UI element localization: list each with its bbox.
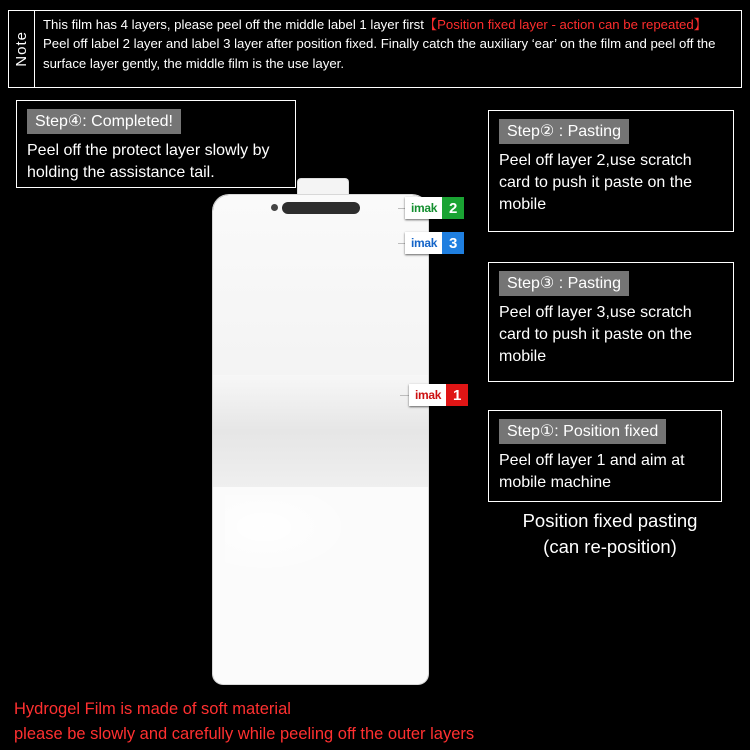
callout-step-2-chip: Step② : Pasting: [499, 119, 629, 144]
note-text: [35, 11, 741, 87]
callout-step-4: [16, 100, 296, 188]
film-sheen: [225, 495, 355, 575]
callout-step-2-body: Peel off layer 2,use scratch card to push it paste on the mobile: [499, 152, 693, 214]
note-bar: [8, 10, 742, 88]
film-middle-layer: [213, 375, 428, 487]
bottom-warning-line1: Hydrogel Film is made of soft material: [14, 700, 291, 718]
position-fixed-note-line1: Position fixed pasting: [522, 510, 698, 531]
film-tab-2-brand: imak: [405, 197, 442, 219]
position-fixed-note: [470, 508, 750, 561]
phone-with-film: [213, 195, 428, 684]
callout-step-2: [488, 110, 734, 232]
note-tab: [9, 11, 35, 87]
earpiece-speaker: [282, 202, 360, 214]
film-tab-3-brand: imak: [405, 232, 442, 254]
film-tab-1-number: 1: [446, 384, 468, 406]
callout-step-4-body: Peel off the protect layer slowly by holding the assistance tail.: [27, 142, 270, 182]
bottom-warning: [14, 697, 740, 747]
film-tab-1-brand: imak: [409, 384, 446, 406]
film-tab-2-number: 2: [442, 197, 464, 219]
film-tab-3[interactable]: [405, 232, 464, 254]
callout-step-1: [488, 410, 722, 502]
callout-step-3-chip: Step③ : Pasting: [499, 271, 629, 296]
note-tab-label: Note: [13, 31, 30, 67]
film-tab-3-number: 3: [442, 232, 464, 254]
bottom-warning-line2: please be slowly and carefully while peeling off the outer layers: [14, 724, 475, 743]
position-fixed-note-line2: (can re-position): [543, 536, 677, 558]
callout-step-3: [488, 262, 734, 382]
note-line2: Peel off label 2 layer and label 3 layer after position fixed. Finally catch the auxiliary ‘ear’ on the film and peel off the: [43, 36, 716, 52]
callout-step-1-chip: Step①: Position fixed: [499, 419, 666, 444]
front-camera-icon: [271, 204, 278, 211]
callout-step-3-body: Peel off layer 3,use scratch card to push it paste on the mobile: [499, 304, 693, 366]
note-line1: This film has 4 layers, please peel off the middle label 1 layer first: [43, 17, 424, 32]
film-tab-2[interactable]: [405, 197, 464, 219]
callout-step-4-chip: Step④: Completed!: [27, 109, 181, 134]
note-line1-highlight: 【Position fixed layer - action can be repeated】: [423, 17, 707, 32]
film-tab-1[interactable]: [409, 384, 468, 406]
callout-step-1-body: Peel off layer 1 and aim at mobile machine: [499, 452, 685, 492]
note-line3: surface layer gently, the middle film is the use layer.: [43, 55, 345, 71]
